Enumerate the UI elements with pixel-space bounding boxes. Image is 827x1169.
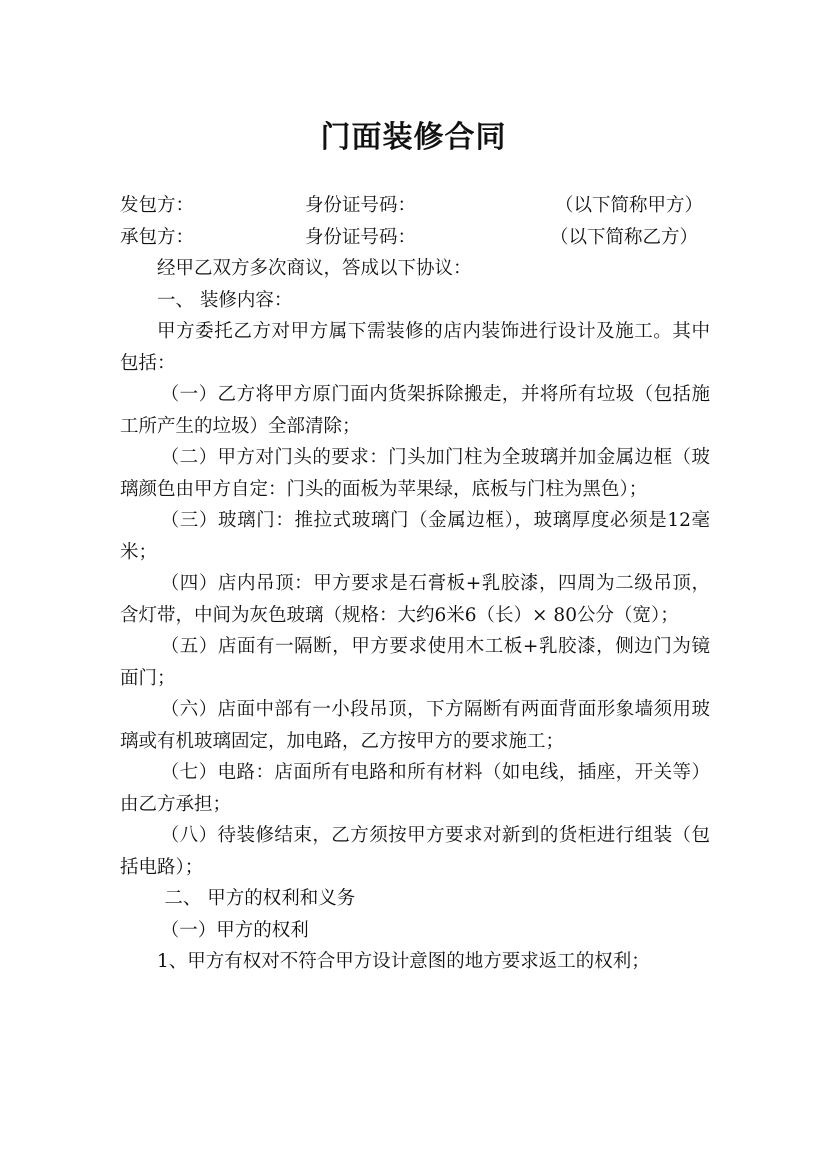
- item-6: （六）店面中部有一小段吊顶，下方隔断有两面背面形象墙须用玻璃或有机玻璃固定，加电路，乙方按甲方的要求施工；: [120, 699, 710, 752]
- section1-lead: 甲方委托乙方对甲方属下需装修的店内装饰进行设计及施工。其中包括：: [120, 321, 710, 374]
- item-1: （一）乙方将甲方原门面内货架拆除搬走，并将所有垃圾（包括施工所产生的垃圾）全部清除；: [120, 384, 710, 437]
- item-8: （八）待装修结束，乙方须按甲方要求对新到的货柜进行组装（包括电路）；: [120, 825, 710, 878]
- section2-heading: 二、 甲方的权利和义务: [164, 888, 356, 909]
- item-7: （七）电路：店面所有电路和所有材料（如电线，插座，开关等）由乙方承担；: [120, 762, 710, 815]
- party-b-id-label: 身份证号码：: [305, 226, 417, 248]
- item-5: （五）店面有一隔断，甲方要求使用木工板+乳胶漆，侧边门为镜面门；: [120, 636, 710, 689]
- party-a-note: （以下简称甲方）: [555, 195, 704, 216]
- section2-item-1: 1、甲方有权对不符合甲方设计意图的地方要求返工的权利；: [157, 951, 650, 972]
- section2-subheading: （一）甲方的权利: [160, 919, 309, 941]
- party-a-row: [120, 190, 710, 222]
- party-b-note: （以下简称乙方）: [550, 226, 699, 248]
- document-body: [120, 190, 710, 978]
- document-title: 门面装修合同: [320, 120, 507, 155]
- party-b-label: 承包方：: [120, 226, 195, 248]
- item-4: （四）店内吊顶：甲方要求是石膏板+乳胶漆，四周为二级吊顶，含灯带，中间为灰色玻璃（规格：大约6米6（长）× 80公分（宽）；: [120, 573, 710, 626]
- item-2: （二）甲方对门头的要求：门头加门柱为全玻璃并加金属边框（玻璃颜色由甲方自定：门头的面板为苹果绿，底板与门柱为黑色）；: [120, 447, 710, 500]
- party-a-id-label: 身份证号码：: [305, 195, 417, 216]
- party-b-row: [120, 222, 710, 254]
- section1-heading: 一、 装修内容：: [157, 289, 293, 311]
- item-3: （三）玻璃门：推拉式玻璃门（金属边框），玻璃厚度必须是12毫米；: [120, 510, 710, 563]
- party-a-label: 发包方：: [120, 195, 195, 216]
- intro-paragraph: 经甲乙双方多次商议，答成以下协议：: [157, 258, 472, 279]
